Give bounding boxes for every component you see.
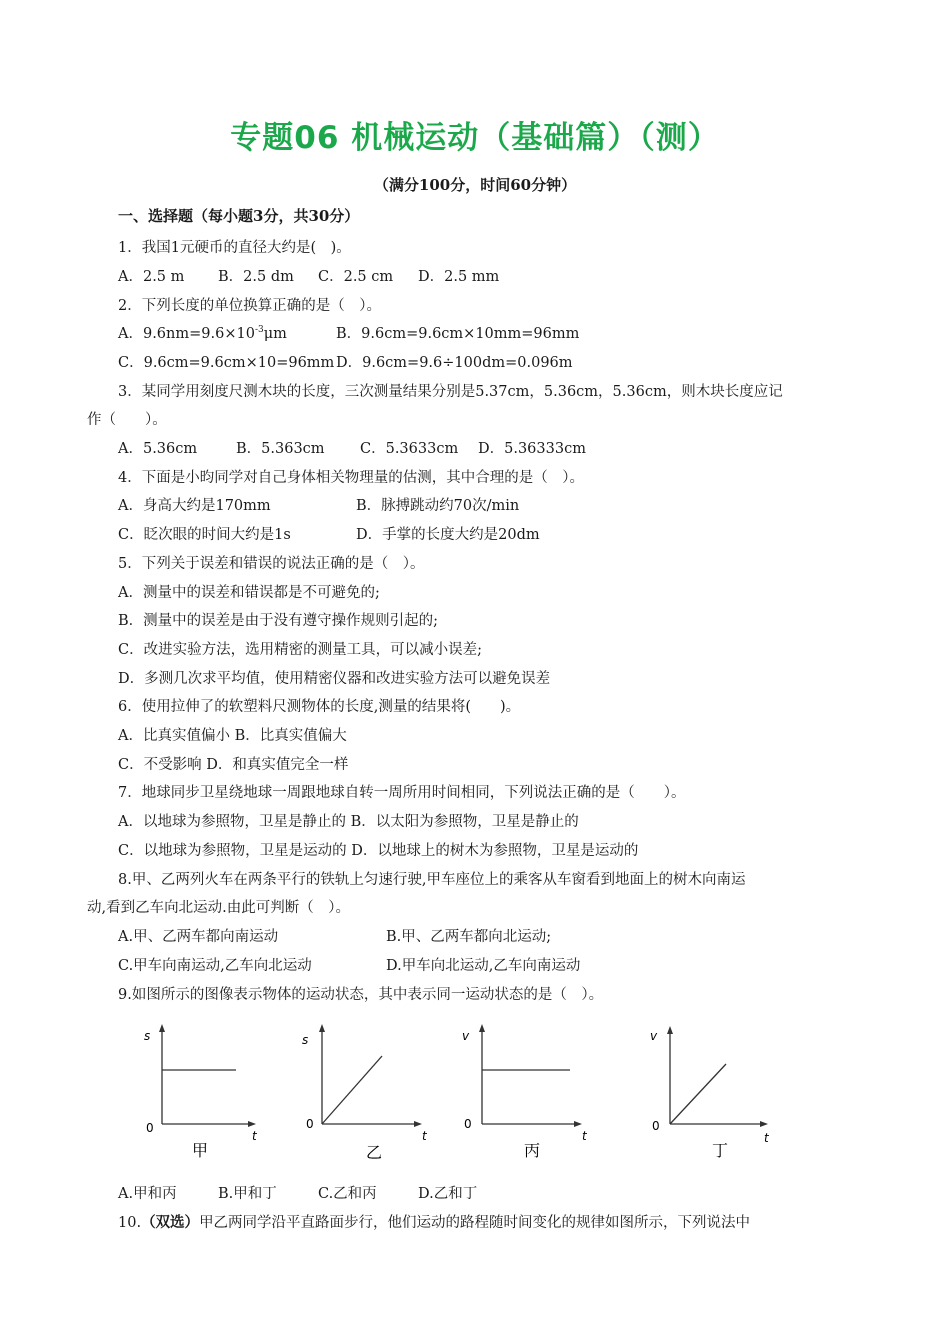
question-3-options: [118, 437, 586, 458]
graph-bing-name: 丙: [524, 1141, 541, 1160]
graph-ding-name: 丁: [712, 1141, 729, 1160]
graph-jia-name: 甲: [192, 1141, 209, 1160]
graph-yi-line: [322, 1056, 382, 1124]
question-5-stem: 5．下列关于误差和错误的说法正确的是（ ）。: [118, 556, 425, 572]
q1-option-d: D．2.5 mm: [418, 269, 500, 285]
graph-jia-ylabel: s: [144, 1029, 151, 1043]
q9-option-b: B.甲和丁: [218, 1186, 277, 1202]
question-1-stem: 1．我国1元硬币的直径大约是( )。: [118, 240, 351, 256]
q9-option-a: A.甲和丙: [118, 1186, 177, 1202]
graph-yi-origin: 0: [306, 1117, 314, 1131]
graph-yi-xlabel: t: [422, 1129, 427, 1143]
graph-yi-y-arrow: [319, 1024, 325, 1032]
q10-text: 甲乙两同学沿平直路面步行，他们运动的路程随时间变化的规律如图所示，下列说法中: [199, 1215, 751, 1231]
graph-jia-origin: 0: [146, 1121, 154, 1135]
graph-ding-line: [670, 1064, 726, 1124]
graph-ding-svg: [628, 1020, 778, 1165]
q2-option-d: D．9.6cm=9.6÷100dm=0.096m: [336, 355, 573, 371]
q3-option-c: C．5.3633cm: [360, 441, 459, 457]
q2-option-a-exponent: -3: [254, 325, 264, 336]
q4-option-d: D．手掌的长度大约是20dm: [356, 527, 540, 543]
question-2-stem: 2．下列长度的单位换算正确的是（ ）。: [118, 298, 381, 314]
graph-ding-origin: 0: [652, 1119, 660, 1133]
q1-option-a: A．2.5 m: [118, 269, 185, 285]
q8-option-b: B.甲、乙两车都向北运动;: [386, 929, 552, 945]
q7-options-ab: A．以地球为参照物，卫星是静止的 B．以太阳为参照物，卫星是静止的: [118, 814, 579, 830]
q2-option-a-unit: μm: [263, 326, 287, 342]
page-subtitle: （满分100分，时间60分钟）: [373, 176, 577, 194]
question-1-options: [118, 265, 499, 286]
q2-option-a-text: A．9.6nm=9.6×10: [118, 326, 255, 342]
graph-bing-y-arrow: [479, 1024, 485, 1032]
q8-option-a: A.甲、乙两车都向南运动: [118, 929, 279, 945]
graph-ding-ylabel: v: [650, 1029, 658, 1043]
q3-option-d: D．5.36333cm: [478, 441, 586, 457]
question-6-stem: 6．使用拉伸了的软塑料尺测物体的长度,测量的结果将( )。: [118, 699, 521, 715]
section-heading: 一、选择题（每小题3分，共30分）: [118, 207, 360, 225]
graph-bing-origin: 0: [464, 1117, 472, 1131]
graph-yi-name: 乙: [366, 1143, 383, 1162]
graph-ding-xlabel: t: [764, 1131, 769, 1145]
page-title: 专题06 机械运动（基础篇）（测）: [230, 120, 720, 156]
question-4-options-ab: [118, 494, 519, 515]
question-8-options-ab: [118, 925, 551, 946]
question-9-stem: 9.如图所示的图像表示物体的运动状态，其中表示同一运动状态的是（ ）。: [118, 987, 604, 1003]
q4-option-c: C．眨次眼的时间大约是1s: [118, 527, 291, 543]
q2-option-c: C．9.6cm=9.6cm×10=96mm: [118, 355, 335, 371]
graph-yi-x-arrow: [414, 1121, 422, 1127]
graph-bing-svg: [460, 1020, 610, 1165]
graph-jia-x-arrow: [248, 1121, 256, 1127]
graph-ding-y-arrow: [667, 1026, 673, 1034]
q6-options-cd: C．不受影响 D．和真实值完全一样: [118, 757, 349, 773]
graph-ding: [628, 1020, 778, 1165]
q8-option-d: D.甲车向北运动,乙车向南运动: [386, 958, 581, 974]
question-2-options-cd: [118, 351, 573, 372]
graph-jia-y-arrow: [159, 1024, 165, 1032]
q5-option-d: D．多测几次求平均值，使用精密仪器和改进实验方法可以避免误差: [118, 671, 551, 687]
q4-option-a: A．身高大约是170mm: [118, 498, 271, 514]
graph-yi: [300, 1020, 450, 1165]
q3-option-b: B．5.363cm: [236, 441, 325, 457]
graph-bing-xlabel: t: [582, 1129, 587, 1143]
q2-option-b: B．9.6cm=9.6cm×10mm=96mm: [336, 326, 580, 342]
graph-jia-xlabel: t: [252, 1129, 257, 1143]
q9-option-c: C.乙和丙: [318, 1186, 377, 1202]
q8-option-c: C.甲车向南运动,乙车向北运动: [118, 958, 312, 974]
q3-option-a: A．5.36cm: [118, 441, 198, 457]
question-3-stem-line1: 3．某同学用刻度尺测木块的长度，三次测量结果分别是5.37cm，5.36cm，5.36cm，则木块长度应记: [118, 384, 783, 400]
q5-option-c: C．改进实验方法，选用精密的测量工具，可以减小误差;: [118, 642, 482, 658]
q1-option-c: C．2.5 cm: [318, 269, 394, 285]
graph-yi-svg: [300, 1020, 450, 1165]
question-4-stem: 4．下面是小昀同学对自己身体相关物理量的估测，其中合理的是（ ）。: [118, 470, 584, 486]
graph-yi-ylabel: s: [302, 1033, 309, 1047]
q5-option-a: A．测量中的误差和错误都是不可避免的;: [118, 585, 380, 601]
graph-bing: [460, 1020, 610, 1165]
q7-options-cd: C．以地球为参照物，卫星是运动的 D．以地球上的树木为参照物，卫星是运动的: [118, 843, 639, 859]
q1-option-b: B．2.5 dm: [218, 269, 294, 285]
question-2-options-ab: [118, 322, 579, 343]
question-8-stem-line2: 动,看到乙车向北运动.由此可判断（ ）。: [87, 900, 350, 916]
question-8-stem-line1: 8.甲、乙两列火车在两条平行的铁轨上匀速行驶,甲车座位上的乘客从车窗看到地面上的树木向南运: [118, 872, 746, 888]
q5-option-b: B．测量中的误差是由于没有遵守操作规则引起的;: [118, 613, 439, 629]
q2-option-a: [118, 322, 336, 343]
q10-tag: （双选）: [141, 1214, 200, 1231]
question-3-stem-line2: 作（ ）。: [87, 412, 167, 428]
graph-bing-ylabel: v: [462, 1029, 470, 1043]
question-7-stem: 7．地球同步卫星绕地球一周跟地球自转一周所用时间相同，下列说法正确的是（ ）。: [118, 785, 686, 801]
graph-jia: [140, 1020, 290, 1165]
q4-option-b: B．脉搏跳动约70次/min: [356, 498, 520, 514]
graph-ding-x-arrow: [760, 1121, 768, 1127]
q10-number: 10.: [118, 1215, 142, 1231]
graph-jia-svg: [140, 1020, 290, 1165]
graph-bing-x-arrow: [574, 1121, 582, 1127]
q9-option-d: D.乙和丁: [418, 1186, 478, 1202]
question-9-options: [118, 1182, 477, 1203]
question-10-stem: [118, 1211, 750, 1232]
q6-options-ab: A．比真实值偏小 B．比真实值偏大: [118, 728, 347, 744]
question-4-options-cd: [118, 523, 540, 544]
question-8-options-cd: [118, 954, 580, 975]
